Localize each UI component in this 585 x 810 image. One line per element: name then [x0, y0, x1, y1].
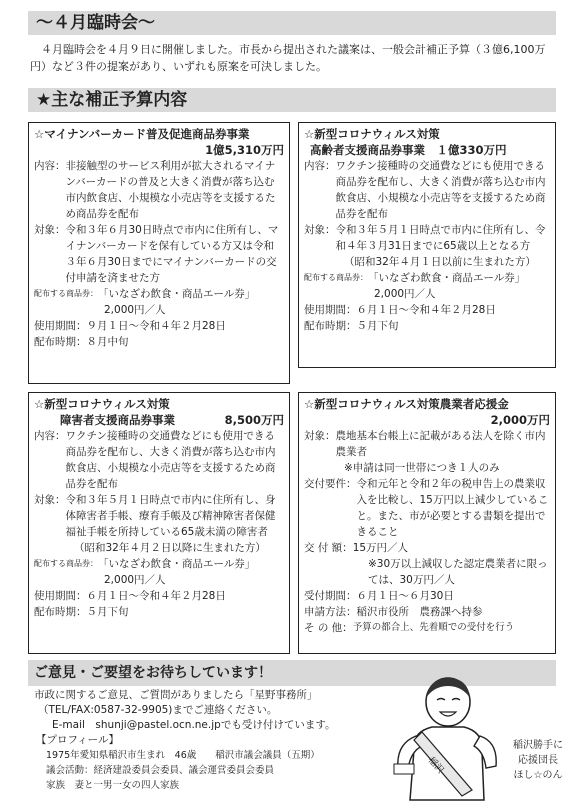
feedback-title: ご意見・ご要望をお待ちしています！: [34, 665, 272, 681]
detail-row: （昭和32年４月２日以降に生まれた方）: [74, 542, 266, 554]
box-subtitle: 障害者支援商品券事業: [60, 413, 175, 427]
detail-row: 対象： 令和３年６月30日時点で市内に住所有し、マイナンバーカードを保有している方又は令和３年６月30日までにマイナンバーカードの交付申請を済ませた方: [34, 224, 279, 284]
box-title: ☆新型コロナウィルス対策: [304, 127, 440, 141]
detail-row: 内容： 非接触型のサービス利用が拡大されるマイナンバーカードの普及と大きく消費が落ち込む市内飲食店、小規模な小売店等を支援するため商品券を配布: [34, 160, 276, 220]
budget-box-disability: [28, 392, 290, 654]
box-amount: 2,000万円: [490, 413, 550, 427]
feedback-email: E-mail shunji@pastel.ocn.ne.jpでも受け付けています。: [52, 719, 336, 731]
detail-row: 2,000円／人: [374, 288, 436, 300]
detail-row: 2,000円／人: [104, 574, 166, 586]
detail-row: 配布する商品券： 「いなざわ飲食・商品エール券」: [304, 272, 526, 284]
budget-title: ★主な補正予算内容: [36, 90, 188, 110]
detail-row: 内容： ワクチン接種時の交通費などにも使用できる商品券を配布し、大きく消費が落ち込む市内飲食店、小規模な小売店等を支援するため商品券を配布: [304, 160, 546, 220]
detail-row: 使用期間： ６月１日～令和４年２月28日: [304, 304, 496, 316]
box-amount: 1億5,310万円: [205, 143, 284, 157]
detail-row: 受付期間： ６月１日～６月30日: [304, 590, 454, 602]
profile-label: 【プロフィール】: [36, 734, 119, 746]
detail-row: 配布時期： ８月中旬: [34, 336, 129, 348]
detail-row: 配布時期： ５月下旬: [34, 606, 129, 618]
detail-row: ※申請は同一世帯につき１人のみ: [344, 462, 500, 474]
profile-line3: 家族 妻と一男一女の四人家族: [46, 780, 180, 791]
budget-header: [28, 88, 556, 112]
session-header: [28, 11, 556, 35]
mascot-caption-line3: ほし☆のん: [513, 770, 563, 781]
profile-line1: 1975年愛知県稲沢市生まれ 46歳 稲沢市議会議員（五期）: [46, 750, 320, 761]
detail-row: 内容： ワクチン接種時の交通費などにも使用できる商品券を配布し、大きく消費が落ち込む市内飲食店、小規模な小売店等を支援するため商品券を配布: [34, 430, 276, 490]
box-amount: 8,500万円: [224, 413, 284, 427]
box-title: ☆新型コロナウィルス対策農業者応援金: [304, 397, 509, 411]
sash-text: 稲沢: [425, 755, 446, 776]
detail-row: ※30万以上減収した認定農業者に限っては、30万円／人: [368, 558, 548, 586]
session-text: ４月臨時会を４月９日に開催しました。市長から提出された議案は、一般会計補正予算（３億6,100万円）など３件の提案があり、いずれも原案を可決しました。: [30, 43, 546, 73]
budget-box-mynumber: [28, 122, 290, 384]
box-title: ☆新型コロナウィルス対策: [34, 397, 170, 411]
detail-row: 交 付 額： 15万円／人: [304, 542, 409, 554]
detail-row: 交付要件： 令和元年と令和２年の税申告上の農業収入を比較し、15万円以上減少していること。また、市が必要とする書類を提出できること: [304, 478, 549, 538]
mascot-caption: [508, 738, 568, 783]
detail-row: 申請方法： 稲沢市役所 農務課へ持参: [304, 606, 483, 618]
feedback-line1: 市政に関するご意見、ご質問がありましたら「星野事務所」: [34, 689, 318, 701]
box-subtitle: 高齢者支援商品券事業 １億330万円: [310, 143, 507, 157]
detail-row: 対象： 令和３年５月１日時点で市内に住所有し、令和４年３月31日までに65歳以上となる方: [304, 224, 546, 252]
detail-row: 配布する商品券： 「いなざわ飲食・商品エール券」: [34, 558, 256, 570]
detail-row: 2,000円／人: [104, 304, 166, 316]
budget-box-elderly: [298, 122, 556, 368]
detail-row: （昭和32年４月１日以前に生まれた方）: [344, 256, 536, 268]
detail-row: 対象： 農地基本台帳上に記載がある法人を除く市内農業者: [304, 430, 546, 458]
budget-box-farmers: [298, 392, 556, 654]
mascot-caption-line2: 応援団長: [518, 755, 558, 766]
session-title: ～４月臨時会～: [36, 13, 155, 33]
profile-line2: 議会活動：経済建設委員会委員、議会運営委員会委員: [46, 765, 275, 776]
box-subtitle-row: [34, 412, 284, 428]
detail-row: 配布時期： ５月下旬: [304, 320, 399, 332]
detail-row: 使用期間： ９月１日～令和４年２月28日: [34, 320, 226, 332]
detail-row: そ の 他： 予算の都合上、先着順での受付を行う: [304, 622, 515, 634]
box-title: ☆マイナンバーカード普及促進商品券事業: [34, 127, 250, 141]
mascot-caption-line1: 稲沢勝手に: [513, 740, 563, 751]
detail-row: 配布する商品券： 「いなざわ飲食・商品エール券」: [34, 288, 256, 300]
feedback-line2: （TEL/FAX:0587-32-9905)までご連絡ください。: [38, 704, 278, 716]
mascot-illustration: [392, 672, 502, 804]
detail-row: 使用期間： ６月１日～令和４年２月28日: [34, 590, 226, 602]
detail-row: 対象： 令和３年５月１日時点で市内に住所有し、身体障害者手帳、療育手帳及び精神障害者保健福祉手帳を所持している65歳未満の障害者: [34, 494, 276, 538]
